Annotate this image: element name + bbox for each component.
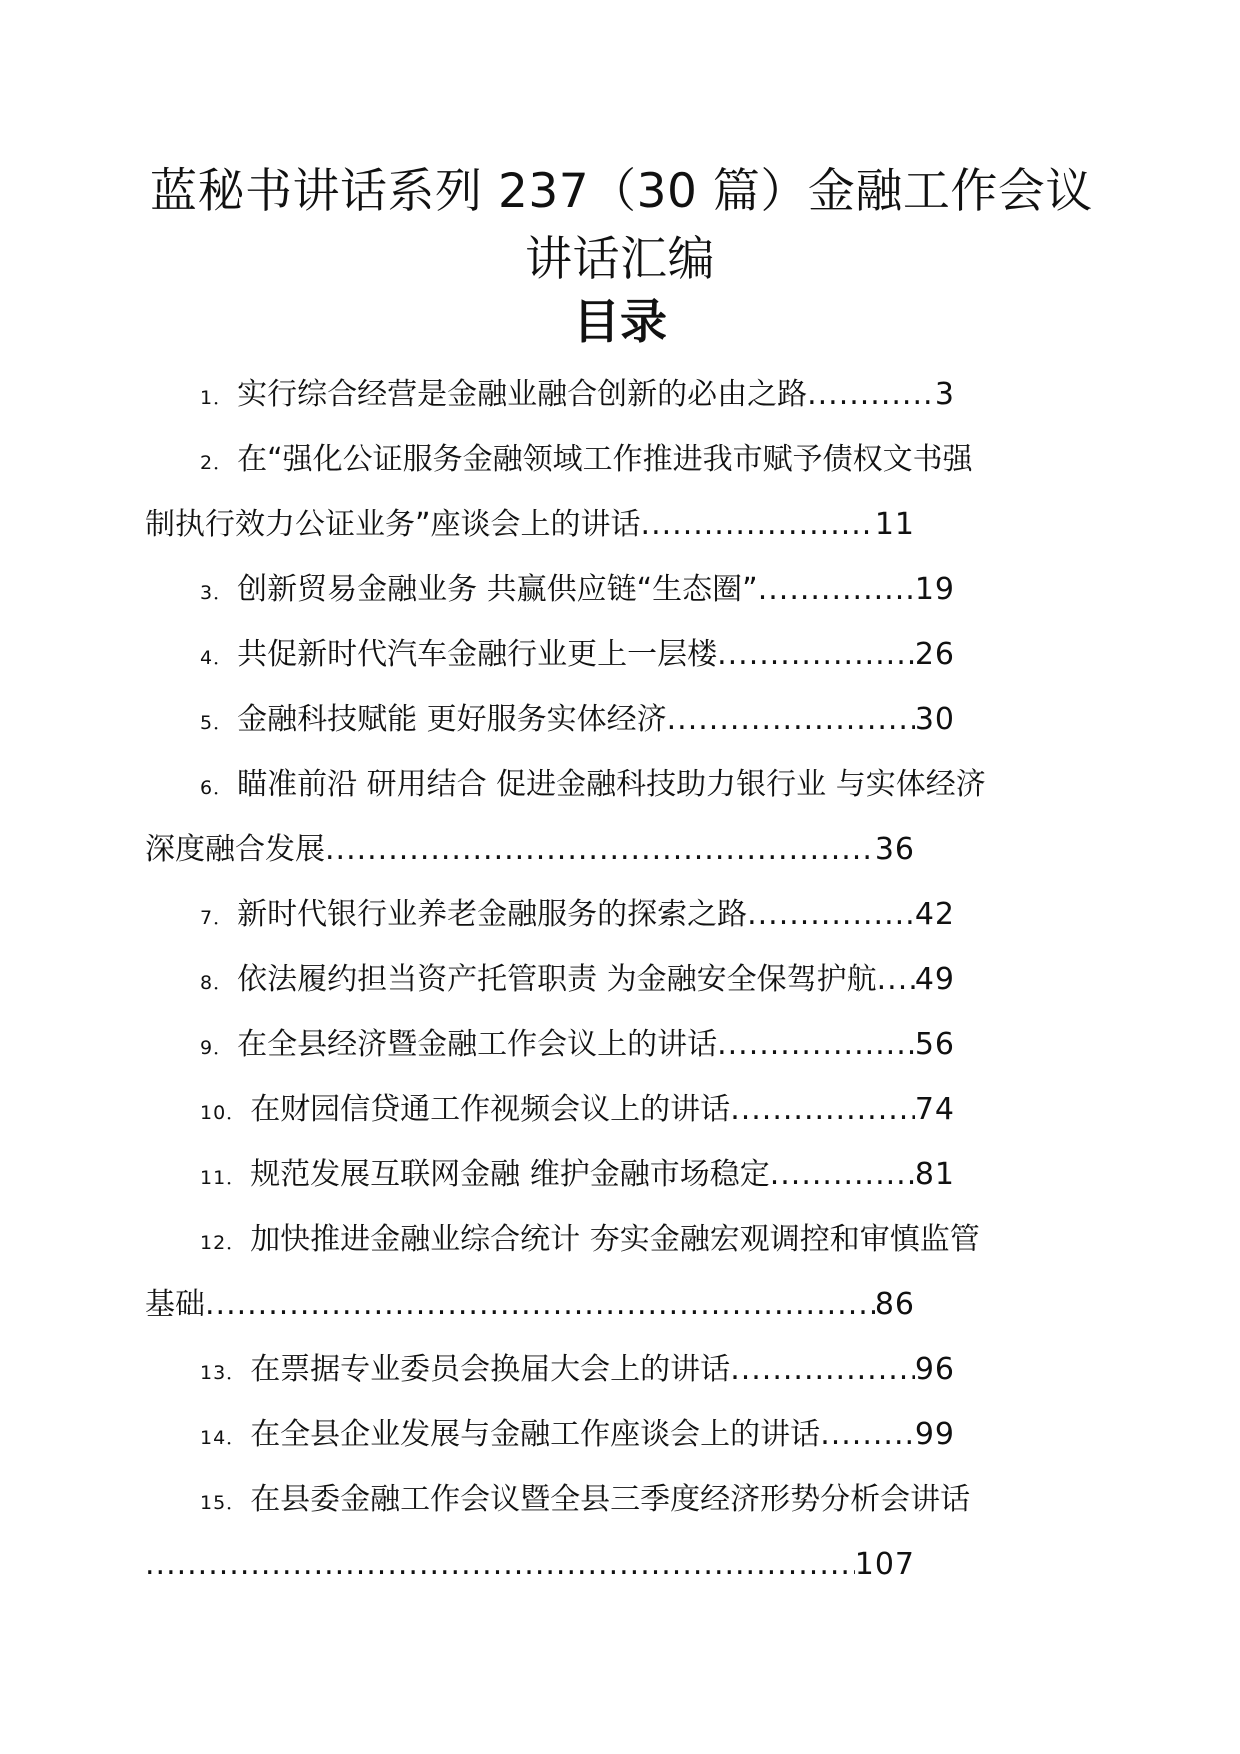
toc-entry-title: 规范发展互联网金融 维护金融市场稳定 <box>250 1157 770 1192</box>
toc-entry-line <box>160 1142 955 1207</box>
toc-entry-line <box>160 1207 1090 1272</box>
toc-entry-number: 13． <box>200 1362 247 1384</box>
toc-dot-leader <box>820 1402 915 1467</box>
toc-entry[interactable] <box>160 362 1090 427</box>
toc-page-number: 107 <box>854 1547 915 1582</box>
toc-entry-title: 新时代银行业养老金融服务的探索之路 <box>237 897 748 932</box>
toc-entry-number: 7． <box>200 907 234 929</box>
toc-dot-leader <box>325 817 875 882</box>
toc-entry-title: 加快推进金融业综合统计 夯实金融宏观调控和审慎监管 <box>250 1222 980 1257</box>
toc-entry[interactable] <box>145 1207 1090 1337</box>
title-line-2: 讲话汇编 <box>525 232 715 287</box>
toc-entry[interactable] <box>160 1077 1090 1142</box>
toc-entry-line <box>160 752 1090 817</box>
toc-entry[interactable] <box>160 1142 1090 1207</box>
toc-entry-line <box>160 1402 955 1467</box>
toc-dot-leader <box>770 1142 915 1207</box>
toc-entry-line <box>160 687 955 752</box>
toc-entry-line <box>160 1077 955 1142</box>
toc-dot-leader <box>758 557 915 622</box>
toc-dot-leader <box>730 1077 915 1142</box>
toc-entry-title: 在“强化公证服务金融领域工作推进我市赋予债权文书强 <box>237 442 973 477</box>
toc-entry-title: 在县委金融工作会议暨全县三季度经济形势分析会讲话 <box>250 1482 971 1517</box>
toc-entry-line <box>160 1012 955 1077</box>
toc-dot-leader <box>667 687 915 752</box>
toc-entry[interactable] <box>160 882 1090 947</box>
toc-entry-line <box>160 882 955 947</box>
toc-page-number: 30 <box>914 702 955 737</box>
toc-page-number: 99 <box>914 1417 955 1452</box>
toc-entry[interactable] <box>160 687 1090 752</box>
toc-dot-leader <box>807 362 935 427</box>
toc-entry-title: 创新贸易金融业务 共赢供应链“生态圈” <box>237 572 758 607</box>
toc-entry-title-continued: 深度融合发展 <box>145 832 325 867</box>
toc-dot-leader <box>747 882 915 947</box>
toc-entry-line <box>160 557 955 622</box>
toc-entry[interactable] <box>160 557 1090 622</box>
toc-entry-number: 5． <box>200 712 234 734</box>
toc-entry-title: 实行综合经营是金融业融合创新的必由之路 <box>237 377 808 412</box>
toc-entry-title: 共促新时代汽车金融行业更上一层楼 <box>237 637 718 672</box>
toc-entry-line <box>160 947 955 1012</box>
toc-entry[interactable] <box>145 427 1090 557</box>
toc-entry-number: 9． <box>200 1037 234 1059</box>
toc-dot-leader <box>205 1272 875 1337</box>
toc-entry-title: 依法履约担当资产托管职责 为金融安全保驾护航 <box>237 962 877 997</box>
toc-dot-leader <box>717 1012 915 1077</box>
toc-page-number: 81 <box>914 1157 955 1192</box>
toc-heading: 目录 <box>573 295 667 350</box>
toc-entry-title-continued: 制执行效力公证业务”座谈会上的讲话 <box>145 507 641 542</box>
title-line-1: 蓝秘书讲话系列 237（30 篇）金融工作会议 <box>150 164 1093 219</box>
toc-page-number: 3 <box>934 377 955 412</box>
toc-page-number: 11 <box>874 507 915 542</box>
toc-entry-line <box>145 492 915 557</box>
toc-entry-title: 金融科技赋能 更好服务实体经济 <box>237 702 667 737</box>
toc-entry-line <box>145 1272 915 1337</box>
toc-entry-number: 12． <box>200 1232 247 1254</box>
toc-entry-number: 3． <box>200 582 234 604</box>
toc-page-number: 96 <box>914 1352 955 1387</box>
toc-entry-line <box>160 622 955 687</box>
document-title <box>150 158 1093 294</box>
toc-page-number: 19 <box>914 572 955 607</box>
toc-page-number: 36 <box>874 832 915 867</box>
toc-entry-title-continued: 基础 <box>145 1287 205 1322</box>
toc-page-number: 26 <box>914 637 955 672</box>
toc-page-number: 74 <box>914 1092 955 1127</box>
toc-page-number: 49 <box>914 962 955 997</box>
toc-entry-title: 在全县经济暨金融工作会议上的讲话 <box>237 1027 718 1062</box>
toc-entry-number: 14． <box>200 1427 247 1449</box>
toc-entry-title: 瞄准前沿 研用结合 促进金融科技助力银行业 与实体经济 <box>237 767 986 802</box>
toc-entry-line <box>145 1532 915 1597</box>
toc-entry[interactable] <box>160 947 1090 1012</box>
toc-dot-leader <box>145 1532 855 1597</box>
toc-dot-leader <box>877 947 915 1012</box>
toc-page-number: 56 <box>914 1027 955 1062</box>
toc-entry-number: 10． <box>200 1102 247 1124</box>
toc-entry-number: 11． <box>200 1167 247 1189</box>
toc-entry[interactable] <box>160 622 1090 687</box>
toc-entry[interactable] <box>160 1012 1090 1077</box>
toc-page-number: 42 <box>914 897 955 932</box>
toc-entry-line <box>160 427 1090 492</box>
toc-dot-leader <box>717 622 915 687</box>
toc-entry[interactable] <box>160 1402 1090 1467</box>
toc-entry-line <box>160 1467 1090 1532</box>
toc-dot-leader <box>730 1337 915 1402</box>
toc-entry-line <box>160 1337 955 1402</box>
toc-entry[interactable] <box>145 752 1090 882</box>
toc-entry[interactable] <box>160 1467 1090 1597</box>
toc-entry-title: 在票据专业委员会换届大会上的讲话 <box>250 1352 731 1387</box>
toc-dot-leader <box>641 492 875 557</box>
toc-entry-number: 15． <box>200 1492 247 1514</box>
toc-entry-line <box>145 817 915 882</box>
toc-entry-title: 在财园信贷通工作视频会议上的讲话 <box>250 1092 731 1127</box>
toc-entry-title: 在全县企业发展与金融工作座谈会上的讲话 <box>250 1417 821 1452</box>
toc-entry-line <box>160 362 955 427</box>
table-of-contents <box>145 362 1090 1597</box>
toc-entry-number: 8． <box>200 972 234 994</box>
toc-entry-number: 4． <box>200 647 234 669</box>
toc-page-number: 86 <box>874 1287 915 1322</box>
toc-entry-number: 6． <box>200 777 234 799</box>
toc-entry-number: 2． <box>200 452 234 474</box>
toc-entry-number: 1． <box>200 387 234 409</box>
toc-entry[interactable] <box>160 1337 1090 1402</box>
